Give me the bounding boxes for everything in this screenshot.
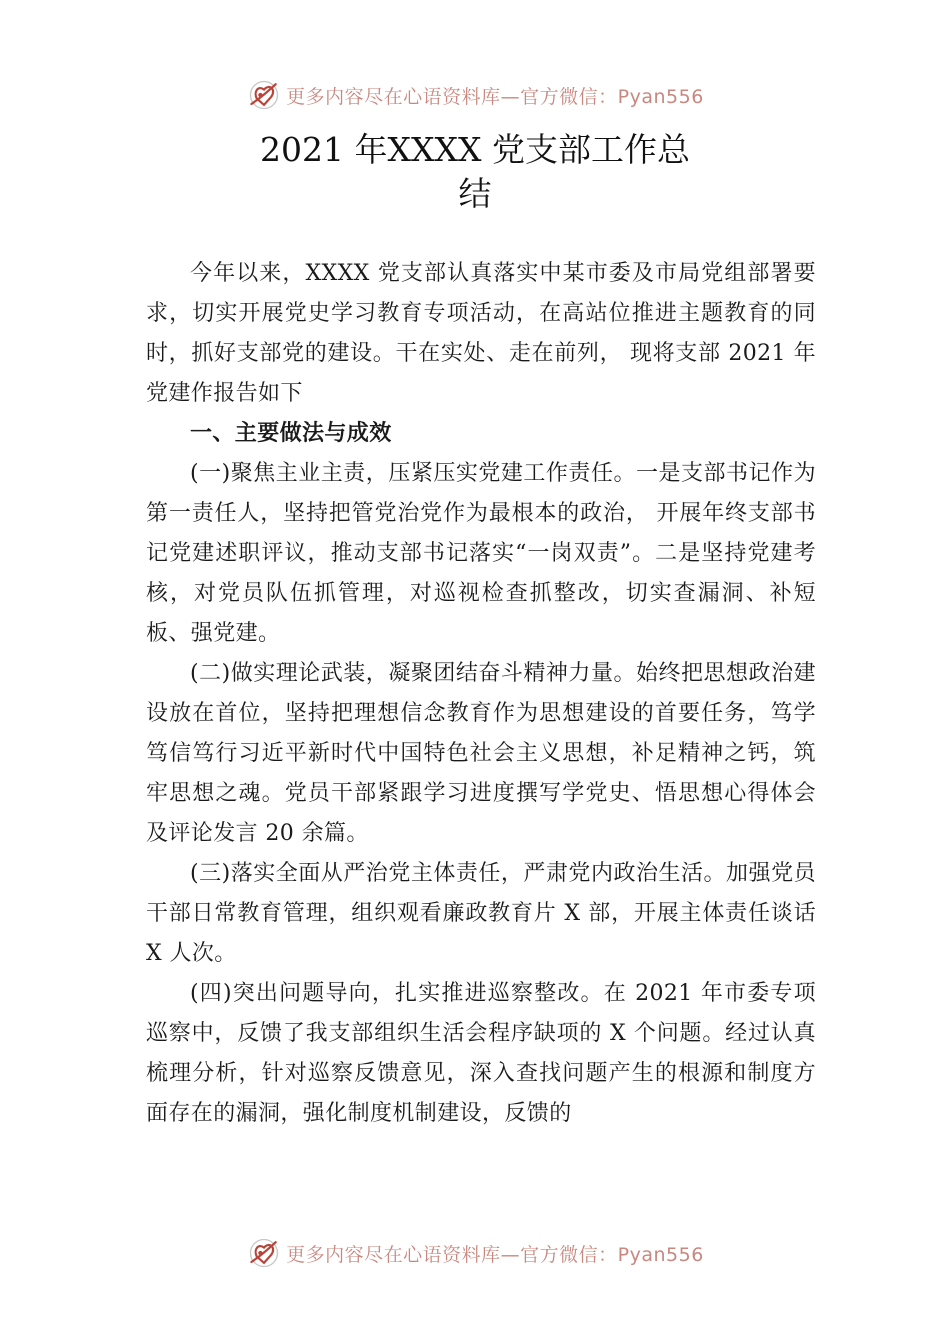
body-paragraph-4: (四)突出问题导向，扎实推进巡察整改。在 2021 年市委专项巡察中，反馈了我支部组织生活会程序缺项的 X 个问题。经过认真梳理分析，针对巡察反馈意见，深入查找问题产生的根源和制度方面存在的漏洞，强化制度机制建设，反馈的 (146, 981, 816, 1126)
section-heading-1: 一、主要做法与成效 (190, 421, 392, 446)
intro-paragraph: 今年以来，XXXX 党支部认真落实中某市委及市局党组部署要求，切实开展党史学习教育专项活动，在高站位推进主题教育的同时，抓好支部党的建设。干在实处、走在前列， 现将支部 2021 年党建作报告如下 (146, 261, 816, 406)
heart-leaf-logo-icon (246, 77, 282, 113)
heart-leaf-logo-icon (246, 1235, 282, 1271)
document-title (0, 128, 950, 216)
footer-watermark-banner (0, 1233, 950, 1273)
watermark-text: 更多内容尽在心语资料库—官方微信：Pyan556 (286, 1243, 704, 1266)
header-watermark-banner (0, 75, 950, 115)
watermark-text: 更多内容尽在心语资料库—官方微信：Pyan556 (286, 85, 704, 108)
body-paragraph-2: (二)做实理论武装，凝聚团结奋斗精神力量。始终把思想政治建设放在首位，坚持把理想信念教育作为思想建设的首要任务，笃学笃信笃行习近平新时代中国特色社会主义思想，补足精神之钙，筑牢思想之魂。党员干部紧跟学习进度撰写学党史、悟思想心得体会及评论发言 20 余篇。 (146, 661, 816, 846)
document-body (146, 254, 816, 1134)
body-paragraph-3: (三)落实全面从严治党主体责任，严肃党内政治生活。加强党员干部日常教育管理，组织观看廉政教育片 X 部，开展主体责任谈话 X 人次。 (146, 861, 816, 966)
title-line-1: 2021 年XXXX 党支部工作总 (260, 130, 690, 169)
body-paragraph-1: (一)聚焦主业主责，压紧压实党建工作责任。一是支部书记作为第一责任人，坚持把管党治党作为最根本的政治， 开展年终支部书记党建述职评议，推动支部书记落实“一岗双责”。二是坚持党建考核，对党员队伍抓管理，对巡视检查抓整改，切实查漏洞、补短板、强党建。 (146, 461, 816, 646)
title-line-2: 结 (458, 174, 492, 213)
